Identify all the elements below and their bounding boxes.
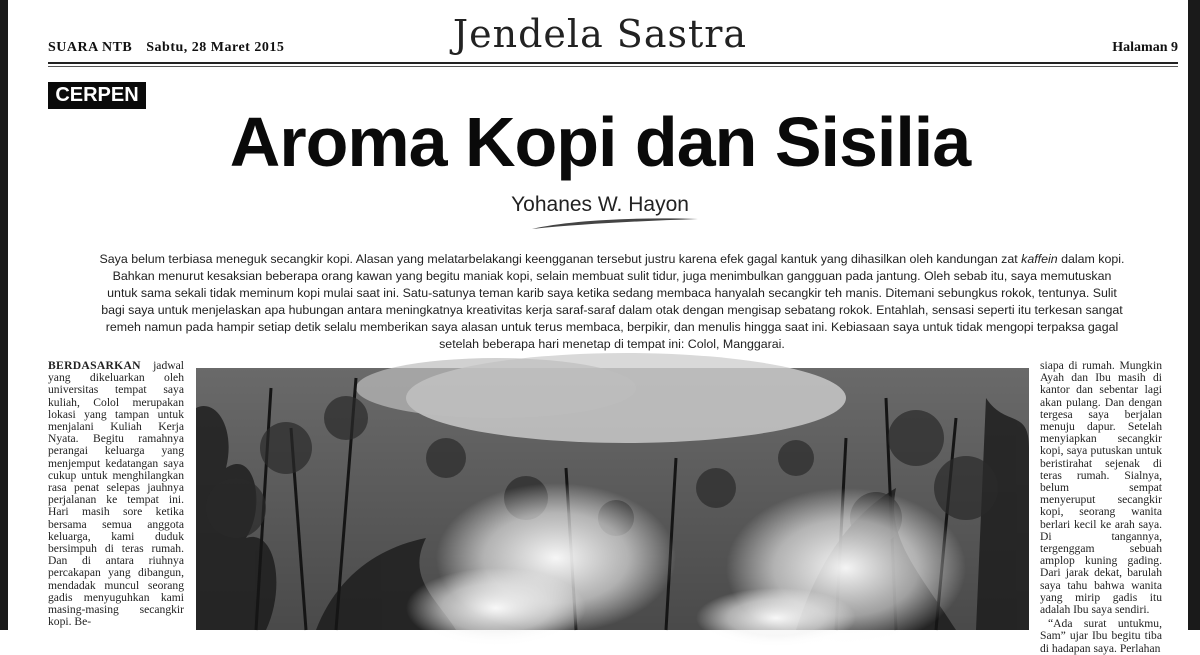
column-right-paragraph: “Ada surat untukmu, Sam” ujar Ibu begitu tiba di hadapan saya. Perlahan	[1040, 617, 1162, 655]
article-author: Yohanes W. Hayon	[511, 193, 689, 216]
article-column-right	[1040, 359, 1162, 655]
column-left-text: jadwal yang dikeluarkan oleh universitas tempat saya kuliah, Colol merupakan lokasi yang tampan untuk menjalani Kuliah Kerja Nyata. Begitu ramahnya perangai keluarga yang menjemput kedatangan saya cukup untuk menghilangkan rasa penat selepas jauhnya perjalanan ke tempat ini. Hari masih sore ketika bersama semua anggota keluarga, kami duduk bersimpuh di teras rumah. Dan di antara riuhnya percakapan yang dibangun, mendadak muncul seorang gadis menyuguhkan kami masing-masing secangkir kopi. Be-	[48, 359, 184, 629]
section-title: Jendela Sastra	[452, 12, 748, 56]
page-number: Halaman 9	[1112, 40, 1178, 55]
category-badge: CERPEN	[48, 82, 146, 109]
lead-word: BERDASARKAN	[48, 359, 141, 372]
intro-text-1: Saya belum terbiasa meneguk secangkir kopi. Alasan yang melatarbelakangi keengganan tersebut justru karena efek gagal kantuk yang dihasilkan oleh kandungan zat	[99, 252, 1022, 266]
intro-italic-word: kaffein	[1021, 252, 1058, 266]
left-border	[0, 0, 8, 630]
publication-name: SUARA NTB	[48, 40, 133, 55]
byline-swoosh	[530, 216, 700, 232]
header-rule-thin	[48, 66, 1178, 67]
article-intro	[96, 251, 1128, 353]
intro-text-2: dalam kopi. Bahkan menurut kesaksian beberapa orang kawan yang begitu maniak kopi, selain membuat sulit tidur, juga menimbulkan gangguan pada jantung. Oleh sebab itu, saya memutuskan untuk sama sekali tidak meminum kopi mulai saat ini. Satu-satunya teman karib saya ketika sedang membaca hanyalah secangkir teh manis. Ditemani sebungkus rokok, tentunya. Sulit bagi saya untuk menjelaskan apa hubungan antara meningkatnya kreativitas kerja saraf-saraf dalam otak dengan mengisap sebatang rokok. Entahlah, sensasi seperti itu terkesan sangat remeh namun pada hampir setiap detik selalu memberikan saya alasan untuk terus membaca, berpikir, dan menulis hingga saat ini. Kebiasaan saya untuk tidak mengopi terpaksa gagal setelah beberapa hari menetap di tempat ini: Colol, Manggarai.	[101, 252, 1125, 351]
article-column-left	[48, 360, 184, 630]
article-photo	[196, 368, 1029, 630]
publication-date: Sabtu, 28 Maret 2015	[146, 40, 285, 55]
right-border	[1188, 0, 1200, 630]
header-rule	[48, 62, 1178, 64]
column-right-paragraph: siapa di rumah. Mungkin Ayah dan Ibu masih di kantor dan sebentar lagi akan pulang. Dan dengan tergesa saya berjalan menuju dapur. Setelah menyiapkan secangkir kopi, saya putuskan untuk beristirahat sejenak di teras rumah. Sialnya, belum sempat menyeruput secangkir kopi, seorang wanita berlari kecil ke arah saya. Di tangannya, tergenggam sebuah amplop kuning gading. Dari jarak dekat, barulah saya tahu bahwa wanita yang mirip gadis itu adalah Ibu saya sendiri.	[1040, 359, 1162, 617]
article-title: Aroma Kopi dan Sisilia	[229, 103, 971, 181]
